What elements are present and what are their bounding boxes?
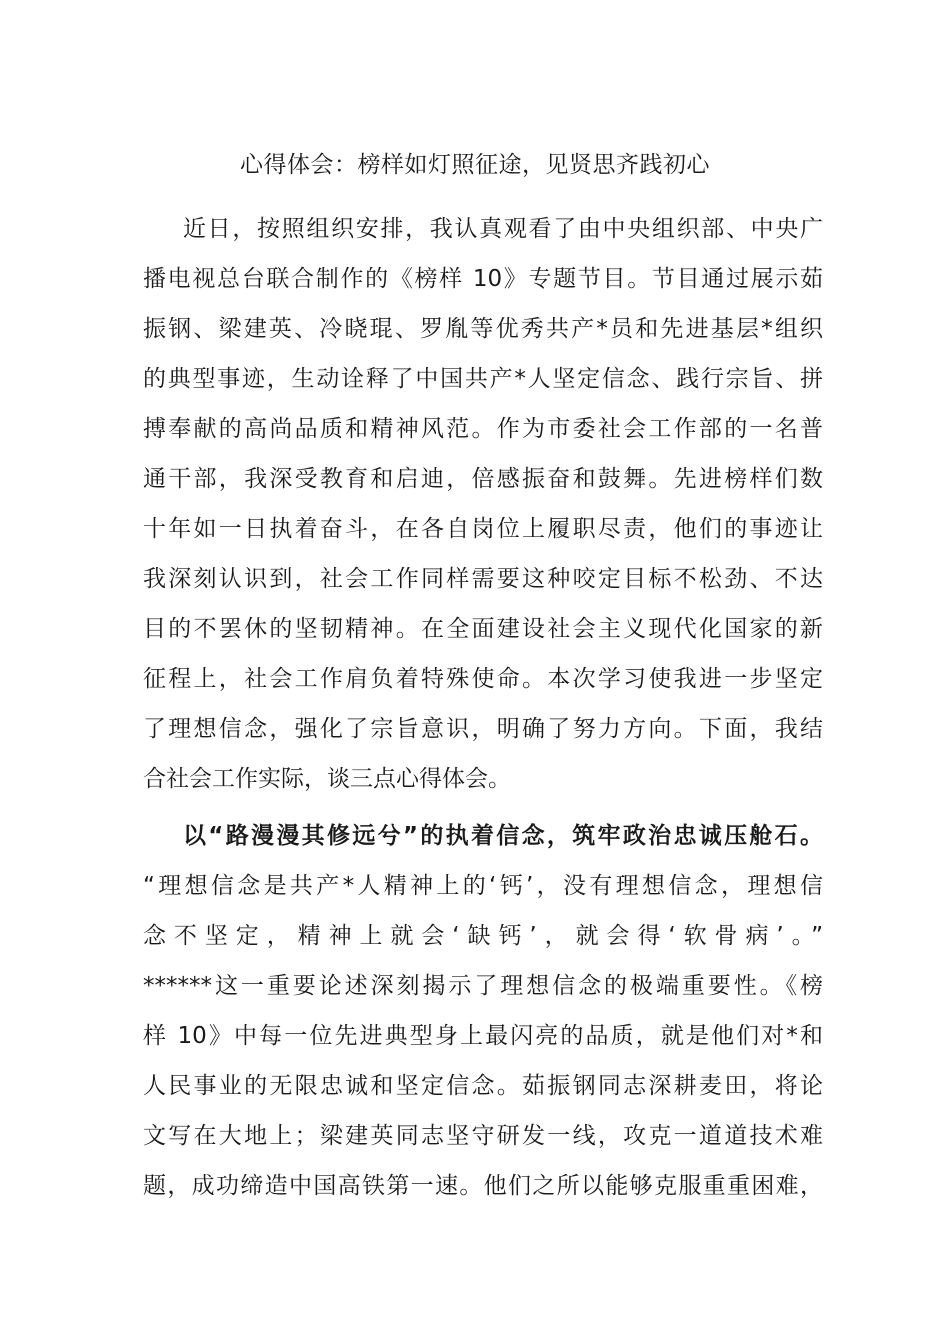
- paragraph-line: 合社会工作实际，谈三点心得体会。: [143, 766, 511, 792]
- paragraph-line: 目的不罢休的坚韧精神。在全面建设社会主义现代化国家的新: [143, 616, 823, 642]
- intro-paragraph: [143, 204, 823, 804]
- paragraph-line: 振钢、梁建英、冷晓琨、罗胤等优秀共产*员和先进基层*组织: [143, 316, 823, 342]
- paragraph-line: 人民事业的无限忠诚和坚定信念。茹振钢同志深耕麦田，将论: [143, 1073, 823, 1099]
- paragraph-line: 十年如一日执着奋斗，在各自岗位上履职尽责，他们的事迹让: [143, 516, 823, 542]
- paragraph-line: ******这一重要论述深刻揭示了理想信念的极端重要性。《榜: [143, 973, 823, 999]
- paragraph-line: 近日，按照组织安排，我认真观看了由中央组织部、中央广: [183, 216, 823, 242]
- paragraph-line: 了理想信念，强化了宗旨意识，明确了努力方向。下面，我结: [143, 716, 823, 742]
- paragraph-line: 征程上，社会工作肩负着特殊使命。本次学习使我进一步坚定: [143, 666, 823, 692]
- paragraph-line: 播电视总台联合制作的《榜样 10》专题节目。节目通过展示茹: [143, 266, 823, 292]
- paragraph-line: 念不坚定，精神上就会‘缺钙’，就会得‘软骨病’。”: [143, 923, 823, 949]
- paragraph-line: 的典型事迹，生动诠释了中国共产*人坚定信念、践行宗旨、拼: [143, 366, 823, 392]
- paragraph-line: 通干部，我深受教育和启迪，倍感振奋和鼓舞。先进榜样们数: [143, 466, 823, 492]
- paragraph-line: 文写在大地上；梁建英同志坚守研发一线，攻克一道道技术难: [143, 1123, 823, 1149]
- paragraph-line: “理想信念是共产*人精神上的‘钙’，没有理想信念，理想信: [143, 873, 823, 899]
- paragraph-line: 我深刻认识到，社会工作同样需要这种咬定目标不松劲、不达: [143, 566, 823, 592]
- paragraph-line: 搏奉献的高尚品质和精神风范。作为市委社会工作部的一名普: [143, 416, 823, 442]
- paragraph-line: 样 10》中每一位先进典型身上最闪亮的品质，就是他们对*和: [143, 1023, 823, 1049]
- document-title: 心得体会：榜样如灯照征途，见贤思齐践初心: [240, 152, 710, 178]
- paragraph-line: 题，成功缔造中国高铁第一速。他们之所以能够克服重重困难，: [143, 1173, 823, 1199]
- section-1: [143, 811, 823, 1211]
- section-heading: 以“路漫漫其修远兮”的执着信念，筑牢政治忠诚压舱石。: [183, 823, 823, 849]
